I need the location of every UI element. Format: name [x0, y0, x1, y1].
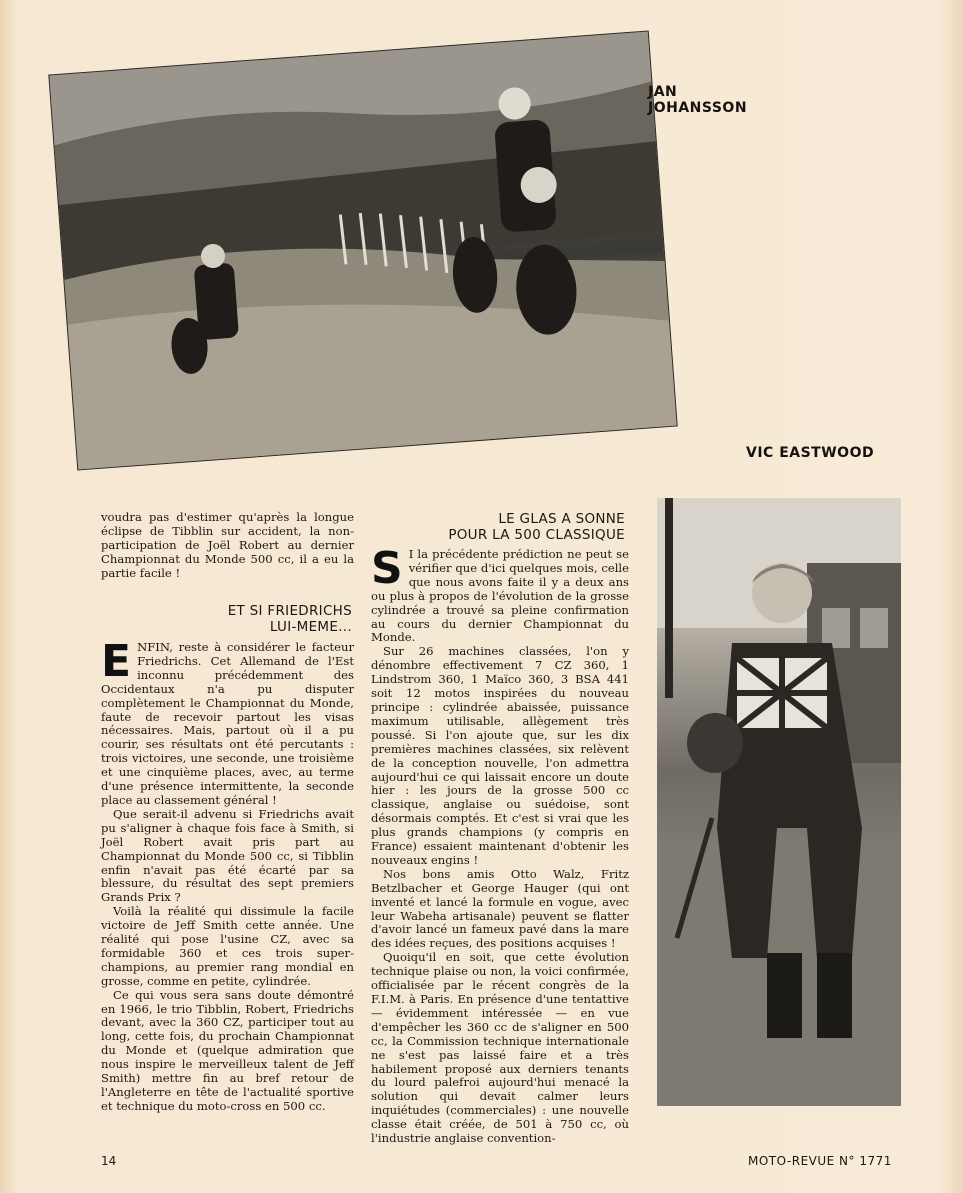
rider-portrait-photo: [657, 498, 901, 1106]
drop-cap-s: S: [371, 543, 403, 594]
paragraph: Que serait-il advenu si Friedrichs avait pu s'aligner à chaque fois face à Smith, si Joël Robert avait pris part au Championnat du Monde 500 cc, si Tibblin enfin n'avait pas été écarté par sa blessure, du résultat des sept premiers Grands Prix ?: [101, 806, 354, 905]
section-heading-friedrichs: ET SI FRIEDRICHS LUI-MEME...: [227, 603, 352, 635]
drop-cap-e: E: [101, 636, 132, 687]
motocross-photo: [48, 30, 677, 470]
paragraph: Ce qui vous sera sans doute démontré en 1966, le trio Tibblin, Robert, Friedrichs devant, avec la 360 CZ, participer tout au long, cette fois, du prochain Championnat du Monde et (quelque admiration que nous inspire le merveilleux talent de Jeff Smith) mettre fin au bref retour de l'Angleterre en tête de l'actualité sportive et technique du moto-cross en 500 cc.: [101, 987, 354, 1113]
paragraph: NFIN, reste à considérer le facteur Friedrichs. Cet Allemand de l'Est inconnu précédemment des Occidentaux n'a pu disputer complètement le Championnat du Monde, faute de recevoir partout les visas nécessaires. Mais, partout où il a pu courir, ses résultats ont été percutants : trois victoires, une seconde, une troisième et une cinquième places, avec, au terme d'une présence intermittente, la seconde place au classement général !: [101, 640, 354, 807]
page-number: 14: [101, 1154, 117, 1168]
column-left-body: [101, 636, 354, 1114]
magazine-issue: MOTO-REVUE N° 1771: [748, 1154, 892, 1168]
column-middle: [371, 543, 629, 1146]
motocross-scene: [49, 32, 676, 470]
paragraph: I la précédente prédiction ne peut se vérifier que d'ici quelques mois, celle que nous avons faite il y a deux ans ou plus à propos de l'évolution de la grosse cylindrée a trouvé sa pleine confirmation au cours du dernier Championnat du Monde.: [371, 547, 629, 645]
paragraph: Voilà la réalité qui dissimule la facile victoire de Jeff Smith cette année. Une réalité qui pose l'usine CZ, avec sa formidable 360 et ces trois super-champions, au premier rang mondial en grosse, comme en petite, cylindrée.: [101, 904, 354, 988]
column-left: [101, 511, 354, 581]
caption-vic-eastwood: VIC EASTWOOD: [746, 445, 875, 461]
paragraph: Quoiqu'il en soit, que cette évolution technique plaise ou non, la voici confirmée, officialisée par le récent congrès de la F.I.M. à Paris. En présence d'une tentattive — évidemment intéressée — en vue d'empêcher les 360 cc de s'aligner en 500 cc, la Commission technique internationale ne s'est pas laissé faire et a très habilement proposé aux derniers tenants du lourd palefroi aujourd'hui menacé la solution qui devait calmer leurs inquiétudes (commerciales) : une nouvelle classe était créée, de 501 à 750 cc, où l'industrie anglaise convention-: [371, 950, 629, 1146]
caption-jan-johansson: JAN JOHANSSON: [648, 84, 748, 116]
paragraph: Nos bons amis Otto Walz, Fritz Betzlbacher et George Hauger (qui ont inventé et lancé la formule en vogue, avec leur Wabeha artisanale) peuvent se flatter d'avoir lancé un fameux pavé dans la mare des idées reçues, des positions acquises !: [371, 866, 629, 951]
section-heading-glas: LE GLAS A SONNE POUR LA 500 CLASSIQUE: [448, 511, 625, 543]
rider-portrait-scene: [657, 498, 901, 1106]
paragraph: Sur 26 machines classées, l'on y dénombre effectivement 7 CZ 360, 1 Lindstrom 360, 1 Maïco 360, 3 BSA 441 soit 12 motos inspirées du nouveau principe : cylindrée abaissée, puissance maximum utilisable, allègement très poussé. Si l'on ajoute que, sur les dix premières machines classées, six relèvent de la conception nouvelle, l'on admettra aujourd'hui ce qui laissait encore un doute hier : les jours de la grosse 500 cc classique, anglaise ou suédoise, sont désormais comptés. Et c'est si vrai que les plus grands champions (y compris en France) essaient maintenant d'obtenir les nouveaux engins !: [371, 644, 629, 867]
intro-paragraph: voudra pas d'estimer qu'après la longue éclipse de Tibblin sur accident, la non-participation de Joël Robert au dernier Championnat du Monde 500 cc, il a eu la partie facile !: [101, 510, 354, 580]
